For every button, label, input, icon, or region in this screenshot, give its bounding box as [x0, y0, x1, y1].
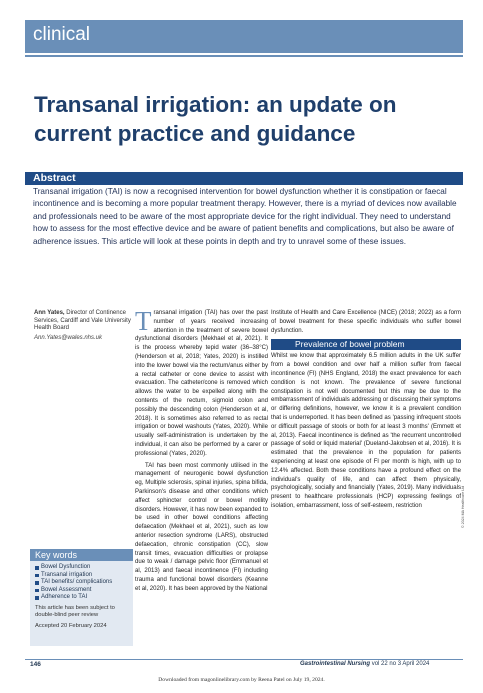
keyword-item	[35, 594, 129, 602]
section-heading: Prevalence of bowel problem	[271, 339, 461, 350]
body-column-2	[271, 309, 461, 511]
body-paragraph: Institute of Health and Care Excellence (NICE) (2018; 2022) as a form of bowel treatment for these specific individuals who suffer bowel dysfunction.	[271, 310, 461, 334]
author-affiliation: Director of Continence Services, Cardiff and Vale University Health Board	[34, 310, 131, 332]
copyright-notice: © 2024 MA Healthcare Ltd	[461, 485, 465, 528]
abstract-heading-bar	[25, 172, 463, 185]
abstract-heading: Abstract	[33, 172, 76, 184]
download-notice: Downloaded from magonlinelibrary.com by Reena Patel on July 19, 2024.	[158, 677, 325, 683]
keywords-list	[30, 561, 133, 602]
abstract-text: Transanal irrigation (TAI) is now a recognised intervention for bowel dysfunction whether it is constipation or faecal incontinence and is becoming a more popular treatment therapy. However, there is a myriad of devices now available and professionals need to be aware of the most appropriate device for the right individual. They need to understand how to assess for the most effective device and be aware of patient benefits and complications, but also be aware of adherence issues. This article will look at these points in depth and try to unravel some of these issues.	[33, 187, 457, 246]
journal-name: Gastrointestinal Nursing	[300, 661, 371, 667]
body-paragraph: TAI has been most commonly utilised in the management of neurogenic bowel dysfunction eg, Multiple sclerosis, spinal injuries, spina bifida, Parkinson's disease and other conditions which affect sphincter control or bowel motility disorders. However, it has now been expanded to be used in other bowel conditions affecting defaecation (Mekhael et al, 2021), such as low anterior resection syndrome (LARS), obstructed defaecation, chronic constipation (CC), slow transit times, evacuation difficulties or prolapse due to weak / damage pelvic floor (Emmanuel et al, 2013) and faecal incontinence (FI) including trauma and functional bowel disorders (Keanne et al, 2020). It has been approved by the National	[135, 462, 268, 592]
keyword-text: Bowel Assessment	[41, 586, 92, 593]
keyword-text: Transanal irrigation	[41, 571, 93, 578]
keyword-text: Adherence to TAI	[41, 594, 88, 601]
intro-text: ransanal irrigation (TAI) has over the past number of years received increasing attention in the treatment of severe bowel dysfunctional disorders (Mekhael et al, 2021). It is the process whereby tepid water (36–38°C) (Henderson et al, 2018; Yates, 2020) is instilled into the lower bowel via the rectum/anus either by a rectal catheter or cone device to assist with evacuation. The catheter/cone is removed which allows the water to be expelled along with the contents of the rectum, sigmoid colon and possibly the descending colon (Henderson et al, 2018). It is sometimes also referred to as rectal irrigation or bowel washouts (Yates, 2020). While usually self-administration is undertaken by the individual, it can also be performed by a carer or professional (Yates, 2020).	[135, 310, 268, 457]
intro-paragraph	[135, 306, 268, 459]
drop-cap: T	[135, 306, 152, 336]
author-email[interactable]: Ann.Yates@wales.nhs.uk	[34, 334, 103, 341]
keyword-item	[35, 587, 129, 595]
section-band	[25, 20, 463, 53]
author-block	[34, 310, 134, 342]
bullet-icon	[35, 596, 39, 600]
journal-info	[300, 661, 429, 667]
keywords-box	[30, 549, 133, 646]
bullet-icon	[35, 574, 39, 578]
article-title: Transanal irrigation: an update on current practice and guidance	[34, 92, 397, 146]
bullet-icon	[35, 589, 39, 593]
keyword-item	[35, 572, 129, 580]
body-column-1	[135, 306, 268, 594]
body-paragraph: Whilst we know that approximately 6.5 million adults in the UK suffer from a bowel condition and over half a million suffer from faecal incontinence (FI) (NHS England, 2018) the exact prevalence for each condition is not known. The prevalence of severe functional constipation is not well documented but this may be due to the embarrassment of individuals addressing or discussing their symptoms or differing definitions, however, we know it is a prevalent condition that is underreported. It has been defined as 'passing infrequent stools or difficult passage of stools or both for at least 3 months' (Emmett et al, 2013). Faecal incontinence is defined as 'the recurrent uncontrolled passage of solid or liquid material' (Dueland-Jakobsen et al, 2016). It is estimated that the prevalence in the population for patients experiencing at least one episode of FI per month is high, with up to 12.4% affected. Both these conditions have a profound effect on the individual's quality of life, and can affect them physically, psychologically, socially and financially (Yates, 2019). Many individuals present to healthcare professionals (HCP) expressing feelings of isolation, embarrassment, loss of self-esteem, restriction	[271, 353, 461, 509]
accepted-date: Accepted 20 February 2024	[35, 622, 107, 629]
section-label: clinical	[33, 24, 91, 45]
footer-rule	[25, 659, 463, 660]
bullet-icon	[35, 581, 39, 585]
section-rule	[25, 55, 463, 57]
keyword-text: Bowel Dysfunction	[41, 564, 91, 570]
keyword-item	[35, 564, 129, 572]
page-number: 146	[30, 661, 41, 668]
keyword-text: TAI benefits/ complications	[41, 579, 113, 586]
author-name: Ann Yates,	[34, 310, 65, 316]
peer-review-note: This article has been subject to double-blind peer review	[35, 604, 115, 619]
keywords-heading: Key words	[30, 549, 133, 561]
keyword-item	[35, 579, 129, 587]
journal-issue: vol 22 no 3 April 2024	[371, 661, 430, 667]
bullet-icon	[35, 566, 39, 570]
